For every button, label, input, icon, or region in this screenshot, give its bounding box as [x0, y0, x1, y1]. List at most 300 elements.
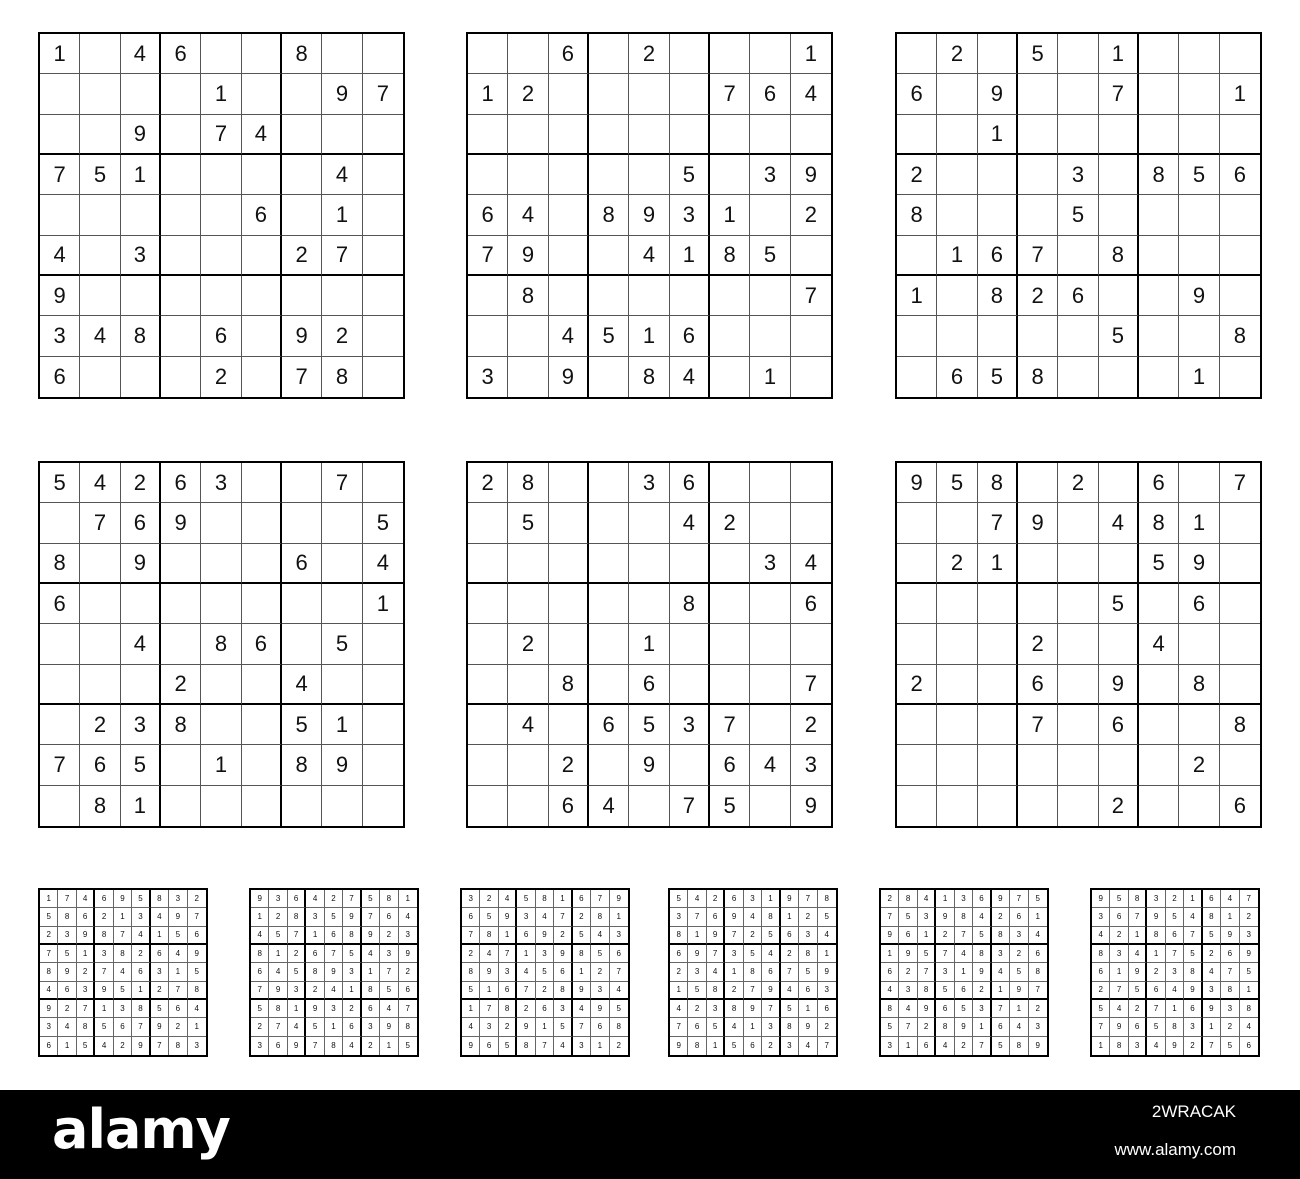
sudoku-cell — [937, 115, 977, 155]
sudoku-cell — [1220, 357, 1260, 397]
sudoku-cell: 2 — [161, 665, 201, 705]
sudoku-cell: 7 — [1029, 982, 1047, 1000]
sudoku-cell: 2 — [188, 890, 206, 908]
sudoku-cell — [549, 115, 589, 155]
sudoku-cell: 2 — [169, 1018, 187, 1036]
sudoku-cell — [80, 357, 120, 397]
sudoku-cell: 8 — [818, 890, 836, 908]
sudoku-cell: 5 — [380, 982, 398, 1000]
sudoku-cell — [1099, 544, 1139, 584]
sudoku-cell: 6 — [517, 927, 535, 945]
sudoku-cell: 3 — [536, 945, 554, 963]
sudoku-cell: 5 — [978, 357, 1018, 397]
sudoku-cell: 3 — [380, 945, 398, 963]
sudoku-cell — [937, 195, 977, 235]
sudoku-cell — [161, 74, 201, 114]
sudoku-cell: 1 — [288, 1000, 306, 1018]
sudoku-cell: 2 — [77, 963, 95, 981]
sudoku-cell — [589, 357, 629, 397]
sudoku-cell — [121, 357, 161, 397]
sudoku-cell: 2 — [114, 1037, 132, 1055]
sudoku-cell: 4 — [670, 1000, 688, 1018]
sudoku-cell — [750, 786, 790, 826]
sudoku-cell: 6 — [462, 908, 480, 926]
sudoku-cell — [121, 74, 161, 114]
sudoku-cell — [80, 584, 120, 624]
sudoku-cell: 2 — [629, 34, 669, 74]
sudoku-cell — [322, 584, 362, 624]
sudoku-cell — [1099, 745, 1139, 785]
sudoku-cell — [161, 584, 201, 624]
sudoku-cell: 4 — [121, 624, 161, 664]
sudoku-cell — [589, 34, 629, 74]
sudoku-cell: 3 — [591, 982, 609, 1000]
sudoku-cell: 8 — [589, 195, 629, 235]
sudoku-cell — [1058, 236, 1098, 276]
sudoku-cell: 7 — [1092, 1018, 1110, 1036]
sudoku-cell: 4 — [899, 1000, 917, 1018]
sudoku-cell: 8 — [288, 908, 306, 926]
sudoku-cell: 8 — [536, 890, 554, 908]
sudoku-cell: 4 — [462, 1018, 480, 1036]
sudoku-cell — [242, 316, 282, 356]
sudoku-cell — [978, 786, 1018, 826]
sudoku-cell — [201, 34, 241, 74]
sudoku-cell: 1 — [818, 945, 836, 963]
sudoku-cell — [508, 584, 548, 624]
sudoku-cell: 5 — [936, 982, 954, 1000]
sudoku-cell — [549, 276, 589, 316]
sudoku-cell: 9 — [549, 357, 589, 397]
sudoku-cell: 6 — [897, 74, 937, 114]
solution-2 — [249, 888, 419, 1057]
sudoku-cell: 5 — [573, 927, 591, 945]
sudoku-cell: 2 — [936, 927, 954, 945]
sudoku-cell: 5 — [1139, 544, 1179, 584]
sudoku-cell: 7 — [1240, 890, 1258, 908]
sudoku-cell: 5 — [1147, 1018, 1165, 1036]
sudoku-cell: 3 — [629, 463, 669, 503]
sudoku-cell: 7 — [288, 927, 306, 945]
sudoku-cell: 4 — [992, 963, 1010, 981]
sudoku-cell — [710, 276, 750, 316]
sudoku-cell: 9 — [58, 963, 76, 981]
sudoku-cell: 9 — [629, 195, 669, 235]
sudoku-cell — [670, 665, 710, 705]
sudoku-cell: 3 — [881, 1037, 899, 1055]
sudoku-cell: 8 — [670, 584, 710, 624]
sudoku-cell — [242, 665, 282, 705]
sudoku-cell: 8 — [201, 624, 241, 664]
sudoku-cell — [1179, 236, 1219, 276]
sudoku-cell: 6 — [818, 1000, 836, 1018]
sudoku-cell: 7 — [306, 1037, 324, 1055]
sudoku-cell: 9 — [132, 1037, 150, 1055]
sudoku-cell: 5 — [517, 890, 535, 908]
sudoku-cell — [978, 705, 1018, 745]
sudoku-cell — [121, 276, 161, 316]
sudoku-cell: 6 — [549, 786, 589, 826]
sudoku-cell — [1139, 705, 1179, 745]
sudoku-cell: 3 — [762, 1018, 780, 1036]
sudoku-cell — [897, 115, 937, 155]
sudoku-cell: 5 — [1203, 927, 1221, 945]
sudoku-cell: 7 — [725, 927, 743, 945]
sudoku-cell: 4 — [881, 982, 899, 1000]
sudoku-cell: 5 — [169, 927, 187, 945]
sudoku-cell: 7 — [1018, 236, 1058, 276]
sudoku-cell: 2 — [744, 927, 762, 945]
sudoku-cell — [322, 786, 362, 826]
sudoku-cell: 2 — [973, 982, 991, 1000]
sudoku-cell: 7 — [936, 945, 954, 963]
sudoku-cell: 1 — [750, 357, 790, 397]
sudoku-cell: 8 — [362, 982, 380, 1000]
sudoku-cell: 1 — [978, 544, 1018, 584]
sudoku-cell: 1 — [1129, 927, 1147, 945]
sudoku-cell: 7 — [325, 945, 343, 963]
sudoku-cell: 3 — [670, 705, 710, 745]
sudoku-cell — [670, 34, 710, 74]
sudoku-cell: 3 — [194, 1041, 199, 1051]
sudoku-cell: 8 — [1010, 1037, 1028, 1055]
sudoku-cell: 6 — [1221, 945, 1239, 963]
sudoku-cell: 1 — [992, 982, 1010, 1000]
sudoku-cell — [468, 624, 508, 664]
sudoku-cell: 1 — [897, 276, 937, 316]
sudoku-cell: 8 — [77, 1018, 95, 1036]
sudoku-cell: 5 — [762, 927, 780, 945]
sudoku-cell — [791, 463, 831, 503]
sudoku-cell: 7 — [322, 463, 362, 503]
sudoku-cell: 6 — [1166, 927, 1184, 945]
sudoku-cell: 2 — [1179, 745, 1219, 785]
sudoku-cell — [589, 155, 629, 195]
sudoku-cell: 7 — [573, 1018, 591, 1036]
sudoku-cell: 9 — [973, 963, 991, 981]
sudoku-cell: 8 — [670, 927, 688, 945]
sudoku-cell — [80, 195, 120, 235]
sudoku-cell: 5 — [781, 1000, 799, 1018]
sudoku-cell: 8 — [725, 1000, 743, 1018]
sudoku-cell: 5 — [188, 963, 206, 981]
sudoku-cell — [161, 544, 201, 584]
sudoku-cell: 2 — [517, 1000, 535, 1018]
sudoku-cell: 9 — [1221, 927, 1239, 945]
sudoku-cell: 6 — [936, 1000, 954, 1018]
sudoku-cell: 2 — [725, 982, 743, 1000]
sudoku-cell — [750, 584, 790, 624]
solution-4 — [668, 888, 838, 1057]
sudoku-cell — [1058, 665, 1098, 705]
sudoku-cell: 3 — [462, 890, 480, 908]
sudoku-cell — [363, 357, 403, 397]
sudoku-cell: 2 — [201, 357, 241, 397]
sudoku-cell: 2 — [1184, 1037, 1202, 1055]
sudoku-cell: 4 — [77, 890, 95, 908]
sudoku-cell: 2 — [508, 74, 548, 114]
sudoku-cell — [282, 463, 322, 503]
sudoku-cell: 2 — [1240, 908, 1258, 926]
sudoku-cell: 9 — [462, 1037, 480, 1055]
sudoku-cell: 9 — [781, 890, 799, 908]
sudoku-cell: 2 — [269, 908, 287, 926]
sudoku-cell: 9 — [804, 792, 817, 818]
sudoku-cell: 5 — [114, 982, 132, 1000]
sudoku-cell: 7 — [1110, 982, 1128, 1000]
sudoku-cell — [750, 463, 790, 503]
sudoku-cell: 5 — [799, 963, 817, 981]
sudoku-cell: 3 — [744, 890, 762, 908]
sudoku-cell: 6 — [750, 74, 790, 114]
sudoku-cell: 9 — [791, 155, 831, 195]
sudoku-cell: 7 — [399, 1000, 417, 1018]
sudoku-cell: 5 — [1184, 945, 1202, 963]
sudoku-cell — [468, 115, 508, 155]
sudoku-cell — [791, 503, 831, 543]
sudoku-cell: 4 — [325, 982, 343, 1000]
sudoku-cell — [242, 276, 282, 316]
sudoku-cell — [1179, 786, 1219, 826]
sudoku-cell: 9 — [1240, 945, 1258, 963]
sudoku-cell: 1 — [573, 963, 591, 981]
solution-3 — [460, 888, 630, 1057]
sudoku-cell: 2 — [897, 155, 937, 195]
sudoku-cell: 5 — [710, 786, 750, 826]
sudoku-cell — [791, 624, 831, 664]
sudoku-cell: 2 — [508, 624, 548, 664]
sudoku-cell: 6 — [1092, 963, 1110, 981]
sudoku-cell: 5 — [1029, 890, 1047, 908]
sudoku-cell: 8 — [1129, 890, 1147, 908]
sudoku-cell: 8 — [151, 890, 169, 908]
sudoku-cell: 2 — [955, 1037, 973, 1055]
sudoku-cell: 6 — [80, 745, 120, 785]
puzzle-2 — [466, 32, 833, 399]
sudoku-cell: 5 — [725, 1037, 743, 1055]
sudoku-cell: 6 — [670, 945, 688, 963]
sudoku-cell — [1139, 316, 1179, 356]
sudoku-cell — [161, 624, 201, 664]
sudoku-cell — [549, 236, 589, 276]
sudoku-cell — [468, 544, 508, 584]
sudoku-cell — [1058, 503, 1098, 543]
sudoku-cell: 5 — [363, 503, 403, 543]
sudoku-cell: 7 — [1203, 1037, 1221, 1055]
sudoku-cell: 2 — [536, 982, 554, 1000]
sudoku-cell: 1 — [77, 945, 95, 963]
sudoku-cell: 5 — [918, 945, 936, 963]
sudoku-cell — [363, 786, 403, 826]
sudoku-cell: 4 — [1099, 503, 1139, 543]
sudoku-cell — [1220, 584, 1260, 624]
sudoku-cell: 2 — [399, 963, 417, 981]
sudoku-cell — [937, 155, 977, 195]
sudoku-cell — [322, 34, 362, 74]
sudoku-cell: 8 — [343, 927, 361, 945]
sudoku-cell: 3 — [707, 1000, 725, 1018]
sudoku-cell: 5 — [536, 963, 554, 981]
sudoku-cell — [242, 705, 282, 745]
sudoku-cell: 2 — [380, 927, 398, 945]
sudoku-cell: 4 — [781, 982, 799, 1000]
sudoku-cell: 5 — [306, 1018, 324, 1036]
sudoku-cell: 1 — [781, 908, 799, 926]
sudoku-cell: 6 — [554, 963, 572, 981]
sudoku-cell: 6 — [710, 745, 750, 785]
sudoku-cell: 8 — [480, 927, 498, 945]
sudoku-cell: 4 — [362, 945, 380, 963]
sudoku-cell — [629, 544, 669, 584]
sudoku-cell — [40, 74, 80, 114]
sudoku-cell: 1 — [707, 1037, 725, 1055]
sudoku-cell: 6 — [161, 463, 201, 503]
sudoku-cell: 4 — [508, 195, 548, 235]
sudoku-cell: 6 — [610, 945, 628, 963]
sudoku-cell: 5 — [462, 982, 480, 1000]
sudoku-cell: 5 — [744, 945, 762, 963]
image-id: 2WRACAK — [1151, 1102, 1236, 1121]
sudoku-cell — [1018, 786, 1058, 826]
sudoku-cell — [282, 786, 322, 826]
sudoku-cell: 7 — [781, 963, 799, 981]
sudoku-cell: 8 — [1203, 908, 1221, 926]
sudoku-cell — [750, 665, 790, 705]
sudoku-cell: 5 — [362, 890, 380, 908]
sudoku-cell: 9 — [1099, 665, 1139, 705]
sudoku-cell — [1018, 74, 1058, 114]
sudoku-cell — [1220, 195, 1260, 235]
sudoku-cell — [1018, 316, 1058, 356]
sudoku-cell: 3 — [1110, 945, 1128, 963]
sudoku-cell — [40, 665, 80, 705]
sudoku-cell: 6 — [1233, 792, 1246, 818]
sudoku-cell: 6 — [242, 624, 282, 664]
sudoku-cell: 1 — [462, 1000, 480, 1018]
sudoku-cell: 9 — [399, 945, 417, 963]
sudoku-cell — [468, 584, 508, 624]
sudoku-cell: 1 — [121, 155, 161, 195]
sudoku-cell: 2 — [322, 316, 362, 356]
sudoku-cell — [750, 34, 790, 74]
sudoku-cell: 4 — [132, 927, 150, 945]
sudoku-cell: 7 — [77, 1000, 95, 1018]
sudoku-cell: 7 — [710, 74, 750, 114]
sudoku-cell — [161, 276, 201, 316]
sudoku-cell: 4 — [80, 463, 120, 503]
sudoku-cell: 1 — [554, 890, 572, 908]
sudoku-cell — [629, 276, 669, 316]
sudoku-cell: 7 — [40, 745, 80, 785]
sudoku-cell — [937, 503, 977, 543]
sudoku-cell — [978, 316, 1018, 356]
sudoku-cell: 1 — [670, 982, 688, 1000]
sudoku-cell: 1 — [58, 1037, 76, 1055]
sudoku-cell: 4 — [744, 908, 762, 926]
sudoku-cell: 1 — [132, 982, 150, 1000]
sudoku-cell: 5 — [670, 155, 710, 195]
sudoku-cell: 6 — [791, 584, 831, 624]
sudoku-cell — [589, 584, 629, 624]
sudoku-cell: 1 — [363, 584, 403, 624]
sudoku-cell — [322, 115, 362, 155]
sudoku-cell — [40, 115, 80, 155]
sudoku-cell: 5 — [1010, 963, 1028, 981]
sudoku-cell: 7 — [1018, 705, 1058, 745]
sudoku-cell: 1 — [670, 236, 710, 276]
sudoku-cell — [322, 503, 362, 543]
sudoku-cell — [363, 34, 403, 74]
sudoku-cell: 9 — [610, 890, 628, 908]
sudoku-cell: 4 — [40, 236, 80, 276]
sudoku-cell: 3 — [399, 927, 417, 945]
sudoku-cell — [670, 544, 710, 584]
sudoku-cell — [242, 463, 282, 503]
sudoku-cell: 3 — [918, 908, 936, 926]
sudoku-cell: 1 — [744, 1018, 762, 1036]
sudoku-cell: 2 — [251, 1018, 269, 1036]
sudoku-cell — [897, 34, 937, 74]
sudoku-cell: 2 — [937, 34, 977, 74]
sudoku-cell: 2 — [1010, 945, 1028, 963]
sudoku-cell: 7 — [688, 908, 706, 926]
sudoku-cell: 6 — [799, 982, 817, 1000]
sudoku-cell — [750, 503, 790, 543]
sudoku-cell: 1 — [114, 908, 132, 926]
sudoku-cell: 6 — [40, 357, 80, 397]
sudoku-cell: 6 — [114, 1018, 132, 1036]
sudoku-cell: 8 — [517, 1037, 535, 1055]
sudoku-cell: 7 — [554, 908, 572, 926]
sudoku-cell: 4 — [288, 1018, 306, 1036]
sudoku-cell: 9 — [818, 963, 836, 981]
sudoku-cell — [549, 584, 589, 624]
sudoku-cell: 5 — [670, 890, 688, 908]
sudoku-cell: 6 — [1147, 982, 1165, 1000]
sudoku-cell — [201, 786, 241, 826]
sudoku-cell — [1220, 745, 1260, 785]
sudoku-cell — [589, 745, 629, 785]
sudoku-cell: 7 — [362, 908, 380, 926]
sudoku-cell: 4 — [269, 963, 287, 981]
sudoku-cell — [1058, 705, 1098, 745]
sudoku-cell: 2 — [132, 945, 150, 963]
sudoku-cell — [282, 503, 322, 543]
sudoku-cell: 3 — [1147, 890, 1165, 908]
sudoku-cell — [242, 584, 282, 624]
sudoku-cell: 4 — [1029, 927, 1047, 945]
sudoku-cell — [363, 624, 403, 664]
sudoku-cell: 1 — [121, 786, 161, 826]
sudoku-cell: 5 — [40, 908, 58, 926]
sudoku-cell — [937, 276, 977, 316]
sudoku-cell — [937, 316, 977, 356]
sudoku-cell — [468, 316, 508, 356]
sudoku-cell: 4 — [1147, 1037, 1165, 1055]
sudoku-cell: 6 — [549, 34, 589, 74]
sudoku-cell — [242, 155, 282, 195]
sudoku-cell: 6 — [670, 316, 710, 356]
sudoku-cell: 1 — [1092, 1037, 1110, 1055]
sudoku-cell: 5 — [1092, 1000, 1110, 1018]
sudoku-cell: 1 — [799, 1000, 817, 1018]
sudoku-cell — [80, 624, 120, 664]
sudoku-cell — [282, 584, 322, 624]
sudoku-cell — [242, 236, 282, 276]
sudoku-cell: 2 — [58, 1000, 76, 1018]
sudoku-cell: 3 — [955, 890, 973, 908]
sudoku-cell — [363, 463, 403, 503]
